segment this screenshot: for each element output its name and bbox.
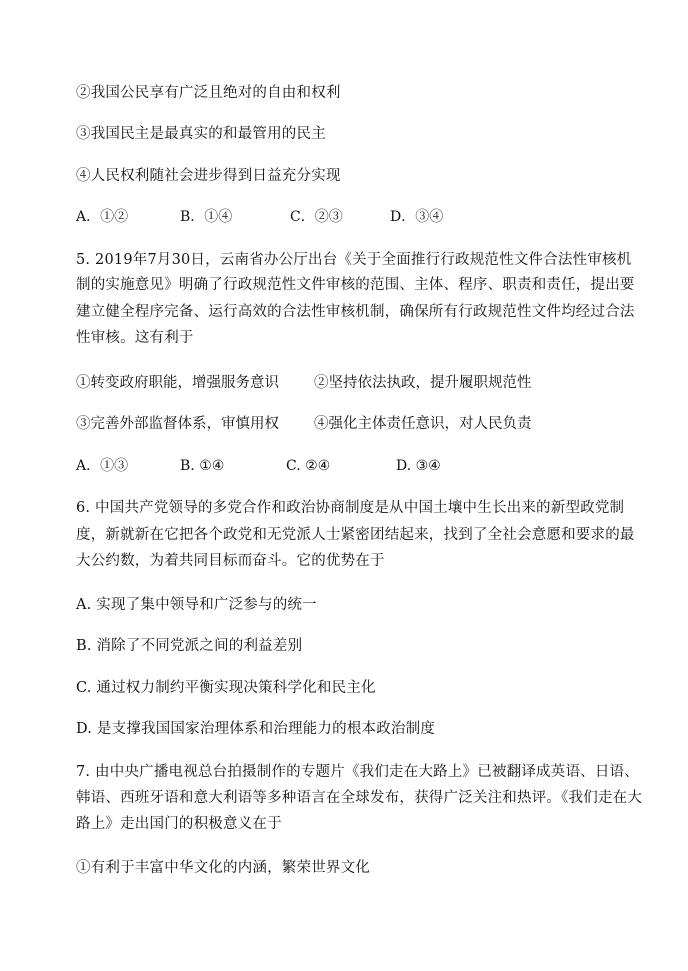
- q5-option-c[interactable]: C. ②④: [286, 458, 331, 474]
- q4-statement-3: ③我国民主是最真实的和最管用的民主: [76, 126, 326, 142]
- q5-option-a[interactable]: A．①③: [76, 458, 129, 474]
- q4-options: [76, 207, 636, 227]
- q6-option-c[interactable]: C. 通过权力制约平衡实现决策科学化和民主化: [76, 680, 376, 696]
- q5-statement-3: ③完善外部监督体系，审慎用权: [76, 416, 279, 432]
- q6-stem-line-3: 大公约数，为着共同目标而奋斗。它的优势在于: [76, 553, 385, 569]
- q6-option-d[interactable]: D. 是支撑我国国家治理体系和治理能力的根本政治制度: [76, 721, 436, 737]
- q4-statement-4: ④人民权利随社会进步得到日益充分实现: [76, 168, 341, 184]
- q6-option-a[interactable]: A. 实现了集中领导和广泛参与的统一: [76, 597, 317, 613]
- q5-option-b[interactable]: B. ①④: [180, 458, 225, 474]
- q4-option-c[interactable]: C．②③: [290, 209, 343, 225]
- q7-statement-1: ①有利于丰富中华文化的内涵，繁荣世界文化: [76, 860, 370, 876]
- q4-option-b[interactable]: B．①④: [180, 209, 233, 225]
- q5-stem-line-2: 制的实施意见》明确了行政规范性文件审核的范围、主体、程序、职责和责任，提出要: [76, 277, 635, 293]
- q7-stem-line-3: 路上》走出国门的积极意义在于: [76, 816, 282, 832]
- q7-stem-line-2: 韩语、西班牙语和意大利语等多种语言在全球发布，获得广泛关注和热评。《我们走在大: [76, 790, 643, 806]
- q6-stem-line-2: 度，新就新在它把各个政党和无党派人士紧密团结起来，找到了全社会意愿和要求的最: [76, 527, 635, 543]
- q5-statement-2: ②坚持依法执政，提升履职规范性: [314, 375, 532, 391]
- q5-stem-line-1: 5. 2019年7月30日，云南省办公厅出台《关于全面推行行政规范性文件合法性审核机: [76, 252, 632, 268]
- q5-statements-row-1: [76, 373, 636, 393]
- q5-options: [76, 456, 636, 476]
- q5-stem-line-4: 性审核。这有利于: [76, 330, 194, 346]
- q5-statements-row-2: [76, 414, 636, 434]
- q6-stem-line-1: 6. 中国共产党领导的多党合作和政治协商制度是从中国土壤中生长出来的新型政党制: [76, 500, 625, 516]
- q7-stem-line-1: 7. 由中央广播电视总台拍摄制作的专题片《我们走在大路上》已被翻译成英语、日语、: [76, 764, 639, 780]
- q5-option-d[interactable]: D. ③④: [396, 458, 441, 474]
- q5-statement-4: ④强化主体责任意识，对人民负责: [314, 416, 532, 432]
- q5-statement-1: ①转变政府职能，增强服务意识: [76, 375, 279, 391]
- q4-option-a[interactable]: A．①②: [76, 209, 129, 225]
- q6-option-b[interactable]: B. 消除了不同党派之间的利益差别: [76, 638, 303, 654]
- q4-statement-2: ②我国公民享有广泛且绝对的自由和权利: [76, 85, 341, 101]
- q4-option-d[interactable]: D．③④: [390, 209, 444, 225]
- q5-stem-line-3: 建立健全程序完备、运行高效的合法性审核机制，确保所有行政规范性文件均经过合法: [76, 304, 635, 320]
